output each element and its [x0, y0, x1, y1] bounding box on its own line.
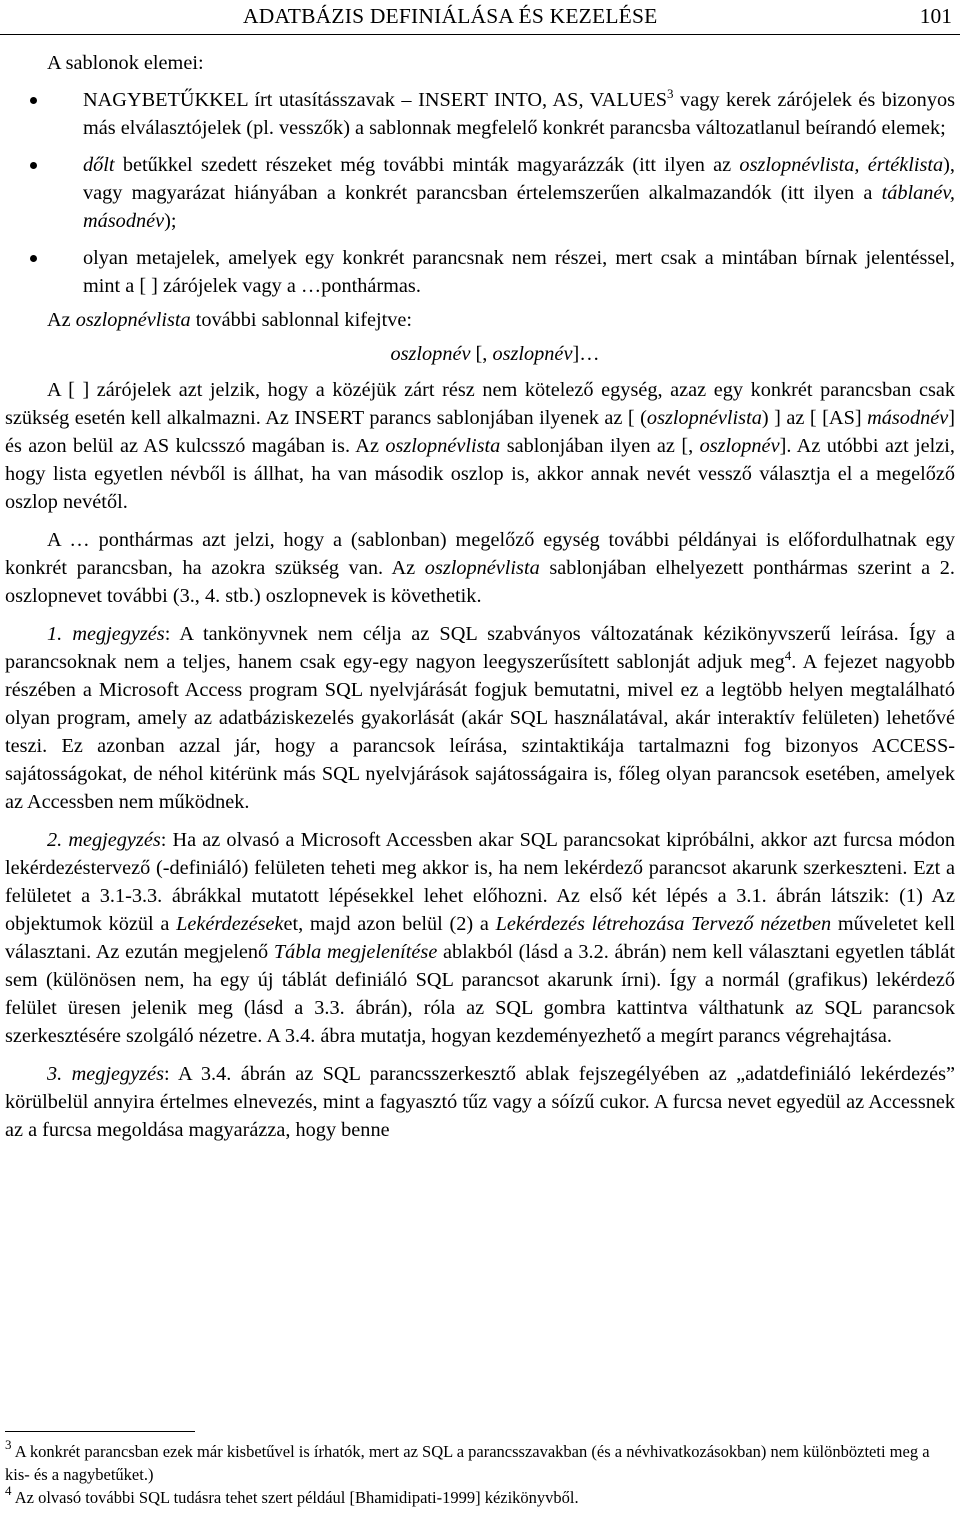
- footnote-number: 3: [5, 1437, 12, 1452]
- italic-term: oszlopnév: [390, 343, 471, 365]
- text-run: ]…: [572, 343, 600, 365]
- footnote-text: A konkrét parancsban ezek már kisbetűvel is írhatók, mert az SQL a parancsszavakban (és a névhivatkozásokban) nem különbözteti meg a kis- és a nagybetűket.): [5, 1442, 930, 1484]
- note-paragraph: [5, 620, 955, 816]
- note-paragraph: [5, 826, 955, 1050]
- text-run: : A tankönyvnek nem célja az SQL szabványos változatának kézikönyvszerű leírása. Így a parancsoknak nem a teljes, hanem csak egy-egy nagyon leegyszerűsített sablonját adjuk meg: [5, 623, 956, 673]
- italic-term: oszlopnévlista: [75, 309, 191, 331]
- italic-term: oszlopnévlista, értéklista: [739, 154, 944, 176]
- italic-term: Lekérdezések: [176, 913, 284, 935]
- footnote-ref: 3: [667, 86, 674, 101]
- list-item-text: betűkkel szedett részeket még további minták magyarázzák (itt ilyen az: [114, 154, 740, 176]
- note-label: 3. megjegyzés: [47, 1063, 164, 1085]
- text-run: ) ] az [ [AS]: [761, 407, 868, 429]
- italic-term: oszlopnévlista: [385, 435, 501, 457]
- footnote-text: Az olvasó további SQL tudásra tehet szert például [Bhamidipati-1999] kézikönyvből.: [11, 1488, 579, 1507]
- paragraph: [5, 306, 955, 334]
- text-run: további sablonnal kifejtve:: [190, 309, 413, 331]
- footnotes: [5, 1431, 955, 1509]
- footnote-list: [5, 1437, 955, 1509]
- text-run: A [ ] zárójelek azt jelzik, hogy a közéjük zárt rész nem kötelező egység, azaz egy konkrét parancsban csak szükség esetén kell alkalmazni. Az INSERT parancs sablonjában ilyenek az [ (: [5, 379, 955, 429]
- list-item-text: ), vagy magyarázat hiányában a konkrét parancsban értelemszerűen alkalmazandók (itt ilyen a: [83, 154, 955, 204]
- list-item-text: NAGYBETŰKKEL írt utasításszavak – INSERT INTO, AS, VALUES: [83, 89, 668, 111]
- paragraph: [5, 376, 955, 516]
- italic-term: táblanév, másodnév: [83, 182, 955, 232]
- paragraph: [5, 526, 955, 610]
- footnote-ref: 4: [784, 648, 792, 663]
- syntax-template: [5, 340, 955, 368]
- italic-term: másodnév: [867, 407, 949, 429]
- footnote-divider: [5, 1431, 195, 1432]
- text-run: [,: [470, 343, 493, 365]
- text-run: műveletet kell választani. Az ezután megjelenő: [5, 913, 955, 963]
- text-run: Az: [47, 309, 76, 331]
- italic-term: dőlt: [83, 154, 115, 176]
- list-item: [5, 244, 955, 300]
- footnote: [5, 1437, 955, 1486]
- text-run: sablonjában ilyen az [,: [500, 435, 700, 457]
- text-run: A … ponthármas azt jelzi, hogy a (sablonban) megelőző egység további példányai is előfordulhatnak egy konkrét parancsban, ha azokra szükség van. Az: [5, 529, 955, 579]
- list-item: [5, 151, 955, 235]
- italic-term: oszlopnévlista: [646, 407, 762, 429]
- note-label: 2. megjegyzés: [47, 829, 161, 851]
- text-run: ]. Az utóbbi azt jelzi, hogy lista egyetlen névből is állhat, ha van második oszlop is, akkor annak nevét vessző választja el a megelőző oszlop nevétől.: [5, 435, 955, 513]
- list-item-text: );: [164, 210, 177, 232]
- italic-term: oszlopnév: [699, 435, 780, 457]
- text-run: : Ha az olvasó a Microsoft Accessben akar SQL parancsokat kipróbálni, akkor azt furcsa módon lekérdezéstervező (-definiáló) felületen teheti meg akkor is, ha nem lekérdező parancsot akarunk szerkeszteni. Ezt a felületet a 3.1-3.3. ábrákkal mutatott lépésekkel lehet előhozni. Az első két lépés a 3.1. ábrán látszik: (1) Az objektumok közül a: [5, 829, 955, 935]
- page-number: 101: [919, 4, 952, 28]
- list-item-text: vagy kerek zárójelek és bizonyos más elválasztójelek (pl. vesszők) a sablonnak megfelelő konkrét parancsba változatlanul beírandó elemek;: [83, 89, 955, 139]
- italic-term: oszlopnév: [492, 343, 573, 365]
- italic-term: Tábla megjelenítése: [273, 941, 438, 963]
- list-item: [5, 86, 955, 142]
- text-run: et, majd azon belül (2) a: [283, 913, 496, 935]
- intro-text: A sablonok elemei:: [47, 52, 204, 74]
- text-run: : A 3.4. ábrán az SQL parancsszerkesztő ablak fejszegélyében az „adatdefiniáló lekérdezés” körülbelül annyira értelmes elnevezés, mint a fagyasztó tűz vagy a sóízű cukor. A furcsa nevet egyedül az Accessnek az a furcsa megoldása magyarázza, hogy benne: [5, 1063, 955, 1141]
- page-header: [0, 0, 960, 35]
- footnote-number: 4: [5, 1483, 12, 1498]
- italic-term: Lekérdezés létrehozása Tervező nézetben: [495, 913, 832, 935]
- template-elements-list: [5, 86, 955, 300]
- text-run: sablonjában elhelyezett ponthármas szerint a 2. oszlopnevet további (3., 4. stb.) oszlopnevek is követhetik.: [5, 557, 955, 607]
- list-item-text: olyan metajelek, amelyek egy konkrét parancsnak nem részei, mert csak a mintában bírnak jelentéssel, mint a [ ] zárójelek vagy a …ponthármas.: [83, 247, 955, 297]
- text-run: ablakból (lásd a 3.2. ábrán) nem kell választani egyetlen táblát sem (különösen nem, ha egy új táblát definiáló SQL parancsot akarunk írni). Így a normál (grafikus) lekérdező felület üresen jelenik meg (lásd a 3.3. ábrán), róla az SQL gombra kattintva válthatunk az SQL parancsok szerkesztésére szolgáló nézetre. A 3.4. ábra mutatja, hogyan kezdeményezhető a megírt parancs végrehajtása.: [5, 941, 956, 1047]
- running-title: ADATBÁZIS DEFINIÁLÁSA ÉS KEZELÉSE: [243, 4, 658, 28]
- italic-term: oszlopnévlista: [424, 557, 540, 579]
- text-run: ] és azon belül az AS kulcsszó magában is. Az: [5, 407, 955, 457]
- note-label: 1. megjegyzés: [47, 623, 165, 645]
- text-run: . A fejezet nagyobb részében a Microsoft Access program SQL nyelvjárását fogjuk bemutatni, mivel ez a legtöbb helyen megtalálható olyan program, amely az adatbáziskezelés gyakorlását (akár SQL használatával, akár interaktív felületen) lehetővé teszi. Ez azonban azzal jár, hogy a parancsok leírása, szintaktikája tartalmazni fog bizonyos ACCESS-sajátosságokat, de néhol kitérünk más SQL nyelvjárások sajátosságaira is, főleg olyan parancsok esetében, amelyek az Accessben nem működnek.: [5, 651, 955, 813]
- footnote: [5, 1483, 955, 1509]
- note-paragraph: [5, 1060, 955, 1144]
- page-body: [5, 49, 955, 1144]
